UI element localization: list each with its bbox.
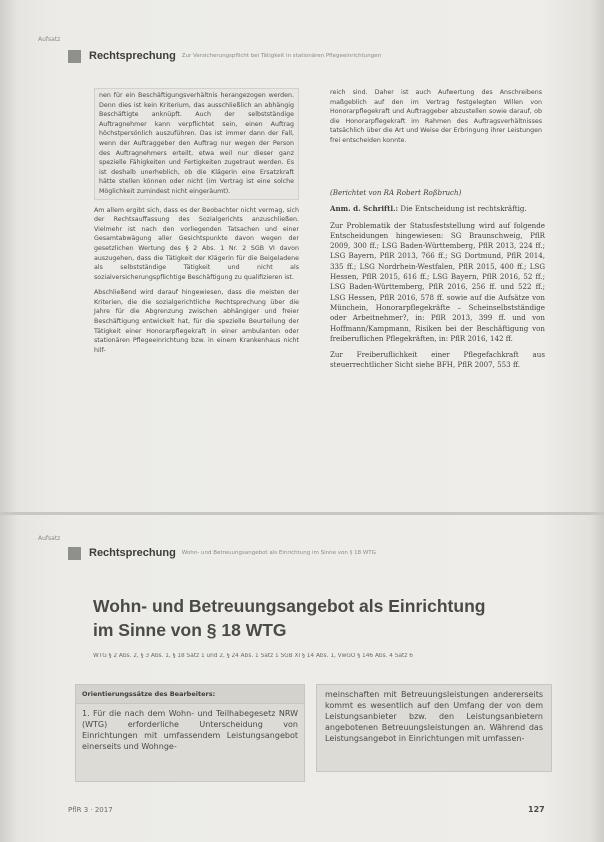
right-text-top — [330, 88, 542, 152]
header-title-bottom: Rechtsprechung — [89, 547, 176, 559]
right-paragraph-1: reich sind. Daher ist auch Aufwertung des Anschreibens maßgeblich auf den im Vertrag festgelegten Willen von Honorarpflegekraft und Auftraggeber abzustellen sowie darauf, ob die Honorarpflegekraft im Rahmen des Auftragsverhältnisses tatsächlich über die Art und Weise der Erbringung ihrer Leistungen frei entscheiden konnte. — [330, 89, 542, 144]
guiding-principles-text: 1. Für die nach dem Wohn- und Teilhabegesetz NRW (WTG) erforderliche Unterscheidung von Einrichtungen mit umfassendem Leistungsangebot einerseits und Wohnge- — [82, 709, 298, 751]
attribution: (Berichtet von RA Robert Roßbruch) — [330, 188, 462, 197]
page-number: 127 — [528, 805, 545, 814]
header-subtitle-bottom: Wohn- und Betreuungsangebot als Einrichtung im Sinne von § 18 WTG — [181, 550, 376, 556]
header-square-icon — [68, 547, 81, 560]
guiding-principles-continued: meinschaften mit Betreuungsleistungen andererseits kommt es wesentlich auf den Umfang der von dem Leistungsanbieter bzw. den Leistungsanbietern angebotenen Betreuungsleistungen an. Während das Leistungsangebot in Einrichtungen mit umfassen- — [316, 684, 552, 772]
editor-note-text: Die Entscheidung ist rechtskräftig. — [400, 204, 527, 214]
legal-norms: WTG § 2 Abs. 2, § 3 Abs. 1, § 18 Satz 1 und 2, § 24 Abs. 1 Satz 1 SGB XI § 14 Abs. 1, VwGO § 146 Abs. 4 Satz 6 — [93, 653, 413, 659]
article-title-line-1: Wohn- und Betreuungsangebot als Einrichtung — [93, 596, 486, 616]
article-title — [93, 594, 553, 642]
section-label-bottom: Aufsatz — [38, 535, 61, 542]
left-paragraph-1: nen für ein Beschäftigungsverhältnis herangezogen werden. Denn dies ist kein Kriterium, das ausschließlich an abhängig Beschäftigte anknüpft. Auch der selbstständige Auftragnehmer kann verpflichtet sein, einen Auftrag höchstpersönlich auszuführen. Das ist immer dann der Fall, wenn der Auftraggeber den Auftrag nur wegen der Person des Auftragnehmers erteilt, etwa weil nur dieser ganz spezielle Fähigkeiten und Fertigkeiten zugetraut werden. Es ist deshalb unerheblich, ob die Klägerin eine Ersatzkraft hätte stellen können oder nicht (im Vertrag ist eine solche Möglichkeit zumindest nicht eingeräumt). — [94, 88, 299, 200]
left-paragraph-2: Am allem ergibt sich, dass es der Beobachter nicht vermag, sich der Rechtsauffassung des Sozialgerichts anzuschließen. Vielmehr ist nach den vorliegenden Tatsachen und einer Gesamtabwägung aller Gesichtspunkte davon wegen der gesetzlichen Wertung des § 2 Abs. 1 Nr. 2 SGB VI davon auszugehen, dass die Tätigkeit der Klägerin für die Beigeladene als selbstständige Tätigkeit und nicht als sozialversicherungspflichtige Beschäftigung zu qualifizieren ist. — [94, 206, 299, 281]
article-title-line-2: im Sinne von § 18 WTG — [93, 620, 287, 640]
header-square-icon — [68, 50, 81, 63]
right-paragraph-2: Zur Problematik der Statusfeststellung wird auf folgende Entscheidungen hingewiesen: SG Braunschweig, PflR 2009, 300 ff.; LSG Baden-Württemberg, PflR 2013, 224 ff.; LSG Bayern, PflR 2013, 766 ff.; SG Dortmund, PflR 2014, 335 ff.; LSG Nordrhein-Westfalen, PflR 2015, 400 ff.; LSG Hessen, PflR 2015, 616 ff.; LSG Bayern, PflR 2016, 52 ff.; LSG Baden-Württemberg, PflR 2016, 256 ff. und 522 ff.; LSG Hessen, PflR 2016, 578 ff. sowie auf die Aufsätze von Münchein, Honorarpflegekräfte – Scheinselbstständige oder Arbeitnehmer?, in: PflR 2013, 399 ff. und von Hoffmann/Kampmann, Risiken bei der Beschäftigung von freiberuflichen Pflegekräften, in: PflR 2016, 142 ff. — [330, 220, 545, 343]
journal-footer: PflR 3 · 2017 — [68, 806, 113, 814]
header-title-top: Rechtsprechung — [89, 50, 176, 62]
page-divider — [0, 512, 604, 515]
header-subtitle-top: Zur Versicherungspflicht bei Tätigkeit in stationären Pflegeeinrichtungen — [181, 53, 382, 59]
left-paragraph-3: Abschließend wird darauf hingewiesen, dass die meisten der Kriterien, die die sozialgerichtliche Rechtsprechung über die Jahre für die Abgrenzung zwischen abhängiger und freier Beschäftigung entwickelt hat, für die spezielle Beurteilung der Tätigkeit einer Honorarpflegekraft in einer ambulanten oder stationären Pflegeeinrichtung bzw. in einem Krankenhaus nicht hilf- — [94, 289, 299, 354]
section-header-top — [68, 49, 568, 63]
guiding-principles-heading: Orientierungssätze des Bearbeiters: — [76, 685, 304, 704]
guiding-principles-box — [75, 684, 305, 782]
section-label-top: Aufsatz — [38, 36, 61, 43]
left-text-column — [94, 88, 299, 361]
editor-note — [330, 204, 545, 214]
section-header-bottom — [68, 546, 568, 560]
editor-note-label: Anm. d. Schriftl.: — [330, 204, 399, 214]
right-paragraph-3: Zur Freiberuflichkeit einer Pflegefachkraft aus steuerrechtlicher Sicht siehe BFH, PflR 2007, 553 ff. — [330, 350, 545, 370]
right-text-serif — [330, 188, 545, 377]
